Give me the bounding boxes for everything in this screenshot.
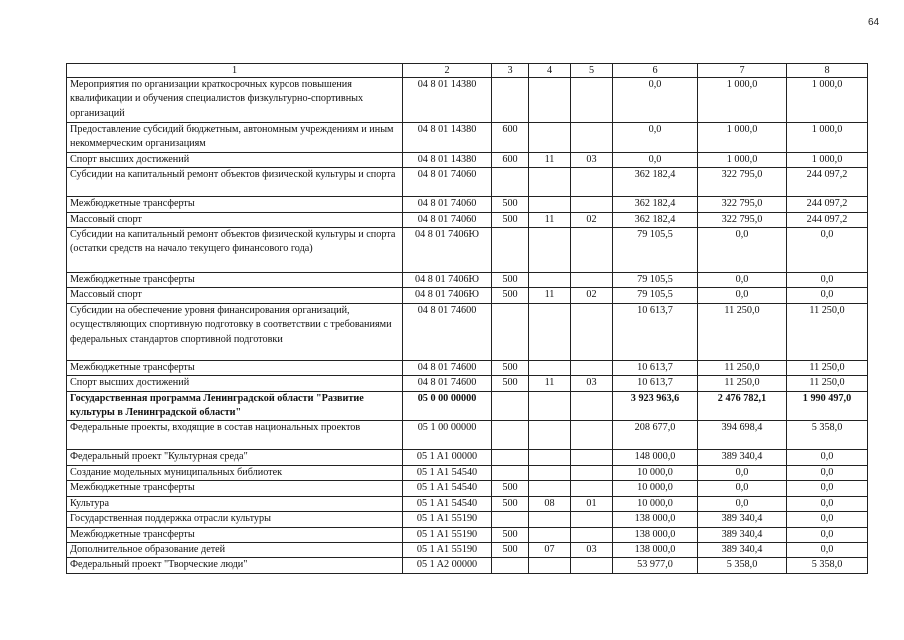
- table-row: [67, 123, 868, 153]
- row-subsection: [571, 481, 613, 496]
- row-amount-col6: 10 000,0: [613, 496, 698, 511]
- row-name: Субсидии на обеспечение уровня финансирования организаций, осуществляющих спортивную подготовку в соответствии с требованиями федеральных стандартов спортивной подготовки: [67, 303, 403, 360]
- row-amount-col7: 389 340,4: [698, 527, 787, 542]
- row-section: 11: [529, 212, 571, 227]
- row-expense-type: [492, 228, 529, 273]
- row-name: Межбюджетные трансферты: [67, 527, 403, 542]
- table-row: [67, 496, 868, 511]
- row-name: Федеральные проекты, входящие в состав национальных проектов: [67, 421, 403, 450]
- row-code: 04 8 01 14380: [403, 123, 492, 153]
- row-code: 04 8 01 74060: [403, 212, 492, 227]
- row-amount-col7: 1 000,0: [698, 123, 787, 153]
- row-expense-type: 500: [492, 376, 529, 391]
- row-amount-col7: 0,0: [698, 465, 787, 480]
- row-code: 04 8 01 74060: [403, 197, 492, 212]
- row-amount-col6: 148 000,0: [613, 450, 698, 465]
- row-name: Государственная программа Ленинградской области "Развитие культуры в Ленинградской области": [67, 391, 403, 421]
- row-section: 08: [529, 496, 571, 511]
- row-amount-col6: 0,0: [613, 152, 698, 167]
- row-section: [529, 558, 571, 573]
- row-subsection: [571, 273, 613, 288]
- row-section: [529, 197, 571, 212]
- row-name: Федеральный проект "Культурная среда": [67, 450, 403, 465]
- row-section: [529, 391, 571, 421]
- table-row: [67, 481, 868, 496]
- row-expense-type: 500: [492, 496, 529, 511]
- row-subsection: 02: [571, 212, 613, 227]
- row-amount-col8: 5 358,0: [787, 558, 868, 573]
- row-amount-col7: 5 358,0: [698, 558, 787, 573]
- row-subsection: [571, 391, 613, 421]
- row-name: Субсидии на капитальный ремонт объектов физической культуры и спорта: [67, 168, 403, 197]
- column-header: 6: [613, 64, 698, 78]
- row-amount-col6: 138 000,0: [613, 542, 698, 557]
- row-amount-col6: 3 923 963,6: [613, 391, 698, 421]
- row-amount-col7: 1 000,0: [698, 78, 787, 123]
- row-code: 05 1 A1 54540: [403, 496, 492, 511]
- row-amount-col7: 0,0: [698, 496, 787, 511]
- row-amount-col6: 10 000,0: [613, 465, 698, 480]
- table-row: [67, 288, 868, 303]
- table-row: [67, 558, 868, 573]
- row-section: [529, 512, 571, 527]
- table-row: [67, 512, 868, 527]
- row-subsection: [571, 228, 613, 273]
- row-amount-col7: 2 476 782,1: [698, 391, 787, 421]
- row-code: 04 8 01 74600: [403, 303, 492, 360]
- row-amount-col7: 394 698,4: [698, 421, 787, 450]
- row-amount-col7: 11 250,0: [698, 376, 787, 391]
- column-header: 2: [403, 64, 492, 78]
- row-amount-col6: 0,0: [613, 123, 698, 153]
- row-expense-type: 500: [492, 481, 529, 496]
- row-amount-col6: 362 182,4: [613, 212, 698, 227]
- row-subsection: 03: [571, 376, 613, 391]
- row-expense-type: 500: [492, 197, 529, 212]
- column-header: 3: [492, 64, 529, 78]
- row-amount-col8: 0,0: [787, 542, 868, 557]
- row-code: 04 8 01 14380: [403, 152, 492, 167]
- row-amount-col8: 1 990 497,0: [787, 391, 868, 421]
- row-amount-col7: 0,0: [698, 273, 787, 288]
- row-amount-col7: 0,0: [698, 288, 787, 303]
- row-code: 04 8 01 14380: [403, 78, 492, 123]
- row-subsection: [571, 421, 613, 450]
- row-name: Спорт высших достижений: [67, 376, 403, 391]
- row-expense-type: 500: [492, 212, 529, 227]
- row-subsection: 03: [571, 152, 613, 167]
- row-amount-col8: 0,0: [787, 481, 868, 496]
- row-subsection: [571, 197, 613, 212]
- row-subsection: [571, 558, 613, 573]
- row-subsection: 03: [571, 542, 613, 557]
- table-row: [67, 228, 868, 273]
- row-subsection: 01: [571, 496, 613, 511]
- row-amount-col7: 0,0: [698, 481, 787, 496]
- table-row: [67, 197, 868, 212]
- row-amount-col8: 244 097,2: [787, 168, 868, 197]
- row-section: 11: [529, 152, 571, 167]
- row-section: [529, 228, 571, 273]
- budget-table: [66, 63, 868, 574]
- row-name: Государственная поддержка отрасли культуры: [67, 512, 403, 527]
- row-section: [529, 123, 571, 153]
- row-subsection: [571, 78, 613, 123]
- row-amount-col8: 0,0: [787, 228, 868, 273]
- row-amount-col6: 79 105,5: [613, 288, 698, 303]
- row-name: Мероприятия по организации краткосрочных курсов повышения квалификации и обучения специалистов физкультурно-спортивных организаций: [67, 78, 403, 123]
- row-section: [529, 481, 571, 496]
- row-expense-type: [492, 421, 529, 450]
- row-expense-type: [492, 168, 529, 197]
- row-amount-col7: 11 250,0: [698, 303, 787, 360]
- row-section: 11: [529, 376, 571, 391]
- row-section: 11: [529, 288, 571, 303]
- row-expense-type: [492, 512, 529, 527]
- row-subsection: [571, 465, 613, 480]
- row-subsection: [571, 527, 613, 542]
- row-amount-col6: 208 677,0: [613, 421, 698, 450]
- row-amount-col8: 0,0: [787, 496, 868, 511]
- row-section: [529, 450, 571, 465]
- row-amount-col8: 1 000,0: [787, 78, 868, 123]
- table-row: [67, 212, 868, 227]
- row-name: Спорт высших достижений: [67, 152, 403, 167]
- row-amount-col6: 10 613,7: [613, 376, 698, 391]
- row-expense-type: 600: [492, 123, 529, 153]
- row-code: 04 8 01 74600: [403, 360, 492, 375]
- row-amount-col8: 244 097,2: [787, 197, 868, 212]
- row-amount-col7: 389 340,4: [698, 542, 787, 557]
- row-code: 04 8 01 7406Ю: [403, 273, 492, 288]
- row-amount-col6: 0,0: [613, 78, 698, 123]
- table-row: [67, 168, 868, 197]
- column-header: 5: [571, 64, 613, 78]
- table-row: [67, 303, 868, 360]
- row-expense-type: [492, 391, 529, 421]
- header-row: [67, 64, 868, 78]
- row-code: 04 8 01 74060: [403, 168, 492, 197]
- row-code: 05 1 A1 55190: [403, 542, 492, 557]
- row-section: 07: [529, 542, 571, 557]
- row-expense-type: 500: [492, 542, 529, 557]
- row-subsection: [571, 303, 613, 360]
- row-amount-col7: 389 340,4: [698, 512, 787, 527]
- table-row: [67, 465, 868, 480]
- row-expense-type: [492, 78, 529, 123]
- row-code: 05 1 A1 54540: [403, 481, 492, 496]
- row-name: Дополнительное образование детей: [67, 542, 403, 557]
- row-subsection: [571, 512, 613, 527]
- row-code: 04 8 01 7406Ю: [403, 288, 492, 303]
- row-section: [529, 273, 571, 288]
- row-name: Создание модельных муниципальных библиотек: [67, 465, 403, 480]
- row-code: 04 8 01 74600: [403, 376, 492, 391]
- row-code: 05 1 A1 54540: [403, 465, 492, 480]
- row-amount-col8: 11 250,0: [787, 360, 868, 375]
- row-amount-col8: 1 000,0: [787, 123, 868, 153]
- row-subsection: [571, 168, 613, 197]
- column-header: 8: [787, 64, 868, 78]
- row-name: Межбюджетные трансферты: [67, 481, 403, 496]
- row-expense-type: 500: [492, 360, 529, 375]
- row-amount-col8: 244 097,2: [787, 212, 868, 227]
- row-amount-col6: 10 613,7: [613, 360, 698, 375]
- row-expense-type: 500: [492, 527, 529, 542]
- row-name: Предоставление субсидий бюджетным, автономным учреждениям и иным некоммерческим организациям: [67, 123, 403, 153]
- row-name: Федеральный проект "Творческие люди": [67, 558, 403, 573]
- row-expense-type: 600: [492, 152, 529, 167]
- row-expense-type: [492, 450, 529, 465]
- row-amount-col6: 10 613,7: [613, 303, 698, 360]
- table-row: [67, 421, 868, 450]
- row-amount-col8: 11 250,0: [787, 376, 868, 391]
- row-amount-col6: 53 977,0: [613, 558, 698, 573]
- row-name: Культура: [67, 496, 403, 511]
- row-subsection: [571, 360, 613, 375]
- table-row: [67, 391, 868, 421]
- row-amount-col6: 138 000,0: [613, 512, 698, 527]
- row-amount-col8: 0,0: [787, 465, 868, 480]
- row-amount-col6: 79 105,5: [613, 228, 698, 273]
- row-amount-col7: 322 795,0: [698, 197, 787, 212]
- row-expense-type: [492, 465, 529, 480]
- row-name: Межбюджетные трансферты: [67, 360, 403, 375]
- column-header: 1: [67, 64, 403, 78]
- row-code: 05 0 00 00000: [403, 391, 492, 421]
- row-amount-col8: 0,0: [787, 273, 868, 288]
- row-section: [529, 360, 571, 375]
- row-name: Межбюджетные трансферты: [67, 273, 403, 288]
- row-name: Субсидии на капитальный ремонт объектов физической культуры и спорта (остатки средств на начало текущего финансового года): [67, 228, 403, 273]
- row-name: Массовый спорт: [67, 288, 403, 303]
- table-row: [67, 527, 868, 542]
- row-amount-col7: 389 340,4: [698, 450, 787, 465]
- row-amount-col7: 1 000,0: [698, 152, 787, 167]
- row-code: 05 1 00 00000: [403, 421, 492, 450]
- row-code: 05 1 A2 00000: [403, 558, 492, 573]
- row-amount-col6: 10 000,0: [613, 481, 698, 496]
- row-amount-col6: 362 182,4: [613, 197, 698, 212]
- row-subsection: 02: [571, 288, 613, 303]
- row-amount-col6: 138 000,0: [613, 527, 698, 542]
- column-header: 4: [529, 64, 571, 78]
- row-amount-col7: 322 795,0: [698, 212, 787, 227]
- row-amount-col6: 79 105,5: [613, 273, 698, 288]
- row-expense-type: [492, 303, 529, 360]
- row-section: [529, 168, 571, 197]
- row-name: Массовый спорт: [67, 212, 403, 227]
- row-amount-col6: 362 182,4: [613, 168, 698, 197]
- row-amount-col8: 0,0: [787, 450, 868, 465]
- row-amount-col8: 0,0: [787, 288, 868, 303]
- row-amount-col8: 0,0: [787, 527, 868, 542]
- row-code: 05 1 A1 55190: [403, 527, 492, 542]
- table-row: [67, 152, 868, 167]
- table-row: [67, 450, 868, 465]
- row-amount-col8: 11 250,0: [787, 303, 868, 360]
- table-row: [67, 542, 868, 557]
- row-section: [529, 465, 571, 480]
- row-expense-type: 500: [492, 273, 529, 288]
- row-code: 04 8 01 7406Ю: [403, 228, 492, 273]
- row-amount-col8: 0,0: [787, 512, 868, 527]
- row-name: Межбюджетные трансферты: [67, 197, 403, 212]
- row-expense-type: 500: [492, 288, 529, 303]
- row-section: [529, 78, 571, 123]
- row-section: [529, 303, 571, 360]
- row-section: [529, 421, 571, 450]
- row-expense-type: [492, 558, 529, 573]
- table-row: [67, 273, 868, 288]
- row-amount-col7: 11 250,0: [698, 360, 787, 375]
- table-row: [67, 78, 868, 123]
- row-subsection: [571, 450, 613, 465]
- table-row: [67, 360, 868, 375]
- row-amount-col8: 5 358,0: [787, 421, 868, 450]
- column-header: 7: [698, 64, 787, 78]
- table-row: [67, 376, 868, 391]
- row-code: 05 1 A1 55190: [403, 512, 492, 527]
- row-amount-col8: 1 000,0: [787, 152, 868, 167]
- row-subsection: [571, 123, 613, 153]
- page-number: 64: [868, 17, 880, 28]
- row-section: [529, 527, 571, 542]
- row-amount-col7: 0,0: [698, 228, 787, 273]
- row-amount-col7: 322 795,0: [698, 168, 787, 197]
- row-code: 05 1 A1 00000: [403, 450, 492, 465]
